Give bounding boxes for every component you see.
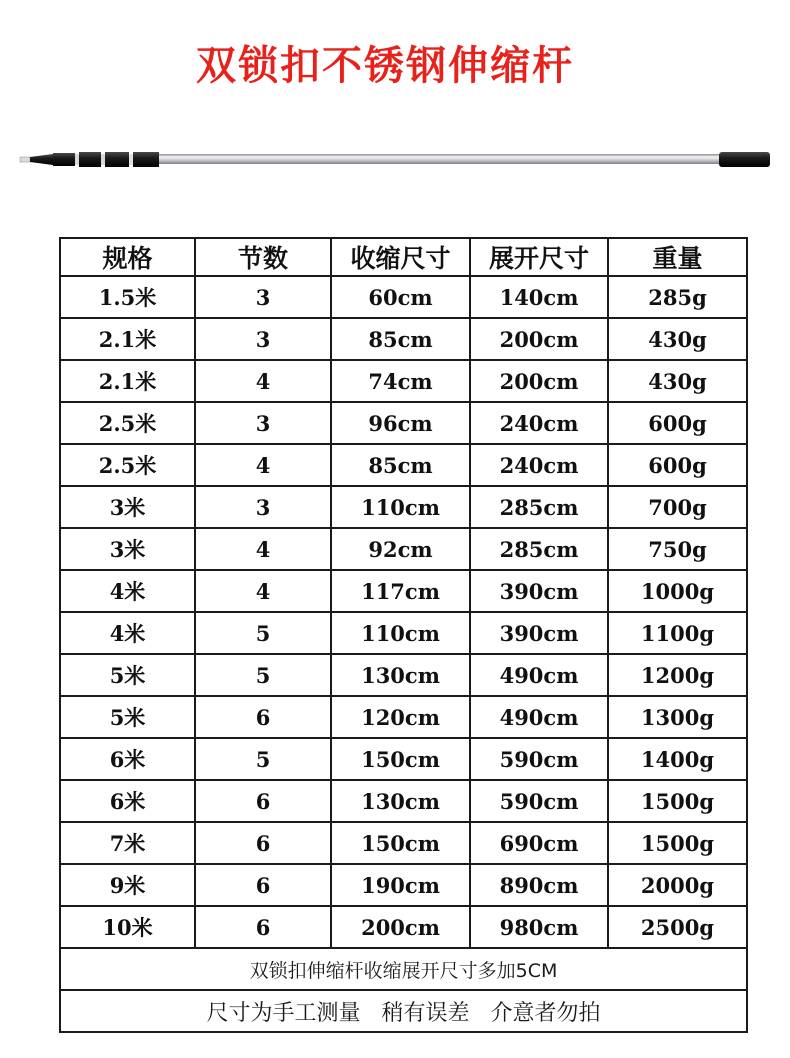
cell-sections: 5 xyxy=(195,738,331,780)
cell-extended: 390cm xyxy=(470,612,608,654)
cell-spec: 3米 xyxy=(60,486,195,528)
cell-weight: 600g xyxy=(608,402,747,444)
header-sections: 节数 xyxy=(195,238,331,276)
table-row xyxy=(60,738,747,780)
cell-extended: 590cm xyxy=(470,738,608,780)
note-row xyxy=(60,948,747,990)
cell-sections: 6 xyxy=(195,906,331,948)
spec-table xyxy=(59,237,748,1033)
cell-weight: 1500g xyxy=(608,780,747,822)
cell-sections: 4 xyxy=(195,444,331,486)
cell-weight: 700g xyxy=(608,486,747,528)
cell-weight: 1500g xyxy=(608,822,747,864)
table-row xyxy=(60,444,747,486)
table-row xyxy=(60,570,747,612)
cell-collapsed: 120cm xyxy=(331,696,470,738)
table-row xyxy=(60,822,747,864)
cell-weight: 1300g xyxy=(608,696,747,738)
table-row xyxy=(60,654,747,696)
table-row xyxy=(60,486,747,528)
table-row xyxy=(60,318,747,360)
cell-sections: 6 xyxy=(195,822,331,864)
cell-extended: 590cm xyxy=(470,780,608,822)
cell-spec: 1.5米 xyxy=(60,276,195,318)
cell-weight: 285g xyxy=(608,276,747,318)
cell-spec: 3米 xyxy=(60,528,195,570)
cell-spec: 4米 xyxy=(60,570,195,612)
cell-collapsed: 60cm xyxy=(331,276,470,318)
cell-weight: 1100g xyxy=(608,612,747,654)
header-collapsed-size: 收缩尺寸 xyxy=(331,238,470,276)
cell-extended: 490cm xyxy=(470,654,608,696)
cell-collapsed: 150cm xyxy=(331,822,470,864)
cell-collapsed: 85cm xyxy=(331,444,470,486)
cell-weight: 2000g xyxy=(608,864,747,906)
header-row xyxy=(60,238,747,276)
cell-extended: 200cm xyxy=(470,318,608,360)
cell-weight: 1200g xyxy=(608,654,747,696)
cell-collapsed: 130cm xyxy=(331,780,470,822)
cell-weight: 430g xyxy=(608,360,747,402)
cell-spec: 4米 xyxy=(60,612,195,654)
cell-collapsed: 190cm xyxy=(331,864,470,906)
cell-extended: 285cm xyxy=(470,486,608,528)
header-spec: 规格 xyxy=(60,238,195,276)
cell-sections: 4 xyxy=(195,570,331,612)
cell-weight: 600g xyxy=(608,444,747,486)
note-row xyxy=(60,990,747,1032)
cell-spec: 6米 xyxy=(60,738,195,780)
cell-collapsed: 92cm xyxy=(331,528,470,570)
cell-extended: 690cm xyxy=(470,822,608,864)
table-row xyxy=(60,276,747,318)
table-row xyxy=(60,696,747,738)
cell-sections: 4 xyxy=(195,528,331,570)
cell-collapsed: 150cm xyxy=(331,738,470,780)
cell-sections: 6 xyxy=(195,696,331,738)
cell-weight: 750g xyxy=(608,528,747,570)
cell-spec: 10米 xyxy=(60,906,195,948)
header-weight: 重量 xyxy=(608,238,747,276)
cell-extended: 285cm xyxy=(470,528,608,570)
cell-spec: 6米 xyxy=(60,780,195,822)
telescopic-pole-image xyxy=(18,140,778,180)
cell-spec: 2.1米 xyxy=(60,360,195,402)
cell-spec: 9米 xyxy=(60,864,195,906)
note-measurement-text: 尺寸为手工测量 稍有误差 介意者勿拍 xyxy=(206,1000,601,1026)
cell-extended: 980cm xyxy=(470,906,608,948)
cell-sections: 3 xyxy=(195,276,331,318)
cell-weight: 2500g xyxy=(608,906,747,948)
page-title: 双锁扣不锈钢伸缩杆 xyxy=(196,43,574,89)
cell-sections: 4 xyxy=(195,360,331,402)
cell-spec: 2.1米 xyxy=(60,318,195,360)
cell-collapsed: 110cm xyxy=(331,486,470,528)
cell-extended: 140cm xyxy=(470,276,608,318)
cell-collapsed: 130cm xyxy=(331,654,470,696)
cell-sections: 3 xyxy=(195,318,331,360)
cell-weight: 1400g xyxy=(608,738,747,780)
cell-extended: 490cm xyxy=(470,696,608,738)
cell-sections: 5 xyxy=(195,612,331,654)
cell-extended: 390cm xyxy=(470,570,608,612)
cell-spec: 2.5米 xyxy=(60,444,195,486)
table-row xyxy=(60,906,747,948)
cell-sections: 3 xyxy=(195,486,331,528)
cell-extended: 890cm xyxy=(470,864,608,906)
table-row xyxy=(60,612,747,654)
cell-collapsed: 110cm xyxy=(331,612,470,654)
cell-weight: 430g xyxy=(608,318,747,360)
cell-spec: 7米 xyxy=(60,822,195,864)
note-extra-length: 双锁扣伸缩杆收缩展开尺寸多加5CM xyxy=(60,948,747,990)
note-measurement-disclaimer xyxy=(60,990,747,1032)
table-row xyxy=(60,780,747,822)
cell-collapsed: 200cm xyxy=(331,906,470,948)
cell-collapsed: 96cm xyxy=(331,402,470,444)
cell-collapsed: 117cm xyxy=(331,570,470,612)
table-row xyxy=(60,402,747,444)
header-extended-size: 展开尺寸 xyxy=(470,238,608,276)
cell-extended: 240cm xyxy=(470,402,608,444)
cell-spec: 2.5米 xyxy=(60,402,195,444)
cell-extended: 240cm xyxy=(470,444,608,486)
cell-sections: 5 xyxy=(195,654,331,696)
cell-collapsed: 85cm xyxy=(331,318,470,360)
table-row xyxy=(60,360,747,402)
cell-extended: 200cm xyxy=(470,360,608,402)
cell-sections: 6 xyxy=(195,780,331,822)
cell-spec: 5米 xyxy=(60,696,195,738)
cell-sections: 3 xyxy=(195,402,331,444)
table-row xyxy=(60,528,747,570)
table-row xyxy=(60,864,747,906)
cell-collapsed: 74cm xyxy=(331,360,470,402)
cell-weight: 1000g xyxy=(608,570,747,612)
cell-spec: 5米 xyxy=(60,654,195,696)
cell-sections: 6 xyxy=(195,864,331,906)
